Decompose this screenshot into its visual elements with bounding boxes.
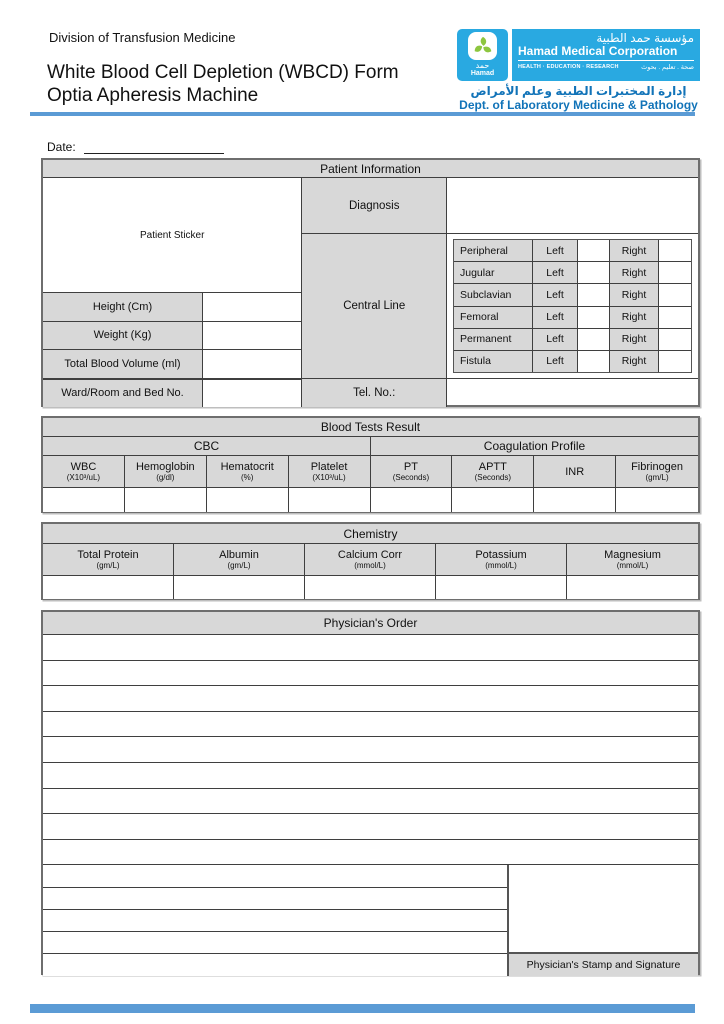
diagnosis-input[interactable] <box>447 178 698 234</box>
org-name-arabic: مؤسسة حمد الطبية <box>596 31 694 45</box>
leaf-emblem-icon <box>468 32 497 60</box>
central-line-row <box>454 240 691 262</box>
left-checkbox-cell[interactable] <box>578 351 610 372</box>
org-name-english: Hamad Medical Corporation <box>518 44 678 58</box>
left-checkbox-cell[interactable] <box>578 284 610 305</box>
blood-test-column-header <box>125 456 207 488</box>
analyte-unit: (mmol/L) <box>616 561 649 570</box>
form-title <box>47 61 399 107</box>
patient-information-section <box>41 158 700 407</box>
analyte-name: Hemoglobin <box>135 461 195 473</box>
chemistry-header: Chemistry <box>43 524 698 544</box>
right-checkbox-cell[interactable] <box>659 262 691 283</box>
analyte-name: PT <box>403 461 418 473</box>
analyte-unit: (Seconds) <box>474 473 512 482</box>
analyte-unit: (g/dl) <box>156 473 175 482</box>
order-line-short[interactable] <box>43 932 507 954</box>
dept-name-english: Dept. of Laboratory Medicine & Pathology <box>459 98 698 112</box>
blood-test-column-header <box>43 456 125 488</box>
order-lines-short-group <box>43 865 507 954</box>
blood-test-column-header <box>207 456 289 488</box>
blood-tests-value-row <box>43 488 698 512</box>
chemistry-value-cell[interactable] <box>305 576 436 599</box>
analyte-name: Platelet <box>310 461 348 473</box>
order-line-short[interactable] <box>43 954 507 976</box>
blood-tests-section <box>41 416 700 513</box>
order-line-short[interactable] <box>43 910 507 932</box>
order-line[interactable] <box>43 686 698 712</box>
analyte-unit: (X10³/uL) <box>312 473 346 482</box>
date-row <box>47 140 224 154</box>
left-label: Left <box>533 284 578 305</box>
left-checkbox-cell[interactable] <box>578 262 610 283</box>
analyte-name: Calcium Corr <box>337 549 403 561</box>
cbc-group-header: CBC <box>43 437 371 455</box>
analyte-unit: (gm/L) <box>645 473 669 482</box>
analyte-name: Hematocrit <box>220 461 274 473</box>
central-line-site-label: Subclavian <box>454 284 533 305</box>
left-label: Left <box>533 307 578 328</box>
order-lines-short <box>43 865 507 976</box>
hamad-arabic-label: حمد <box>475 61 490 70</box>
central-line-row <box>454 329 691 351</box>
physician-order-header: Physician's Order <box>43 612 698 635</box>
analyte-unit: (X10³/uL) <box>66 473 101 482</box>
analyte-unit: (%) <box>240 473 254 482</box>
order-line[interactable] <box>43 763 698 789</box>
analyte-name: Fibrinogen <box>631 461 684 473</box>
diagnosis-label: Diagnosis <box>302 178 446 234</box>
chemistry-value-row <box>43 576 698 599</box>
blood-test-value-cell[interactable] <box>371 488 453 512</box>
left-checkbox-cell[interactable] <box>578 307 610 328</box>
patient-sticker-label: Patient Sticker <box>139 229 205 241</box>
left-label: Left <box>533 329 578 350</box>
central-line-label: Central Line <box>302 234 446 379</box>
footer-rule <box>30 1004 695 1013</box>
stamp-label: Physician's Stamp and Signature <box>509 954 698 976</box>
central-line-row <box>454 351 691 372</box>
left-label: Left <box>533 240 578 261</box>
chemistry-section <box>41 522 700 600</box>
patient-field-input[interactable] <box>203 350 301 378</box>
chemistry-value-cell[interactable] <box>174 576 305 599</box>
left-label: Left <box>533 351 578 372</box>
left-label: Left <box>533 262 578 283</box>
patient-information-header: Patient Information <box>43 160 698 178</box>
left-checkbox-cell[interactable] <box>578 329 610 350</box>
patient-field-label: Weight (Kg) <box>43 322 203 350</box>
dept-name-arabic: إدارة المختبرات الطبية وعلم الأمراض <box>470 84 687 98</box>
blood-test-value-cell[interactable] <box>289 488 371 512</box>
blood-test-value-cell[interactable] <box>534 488 616 512</box>
analyte-unit: (mmol/L) <box>354 561 386 570</box>
order-lines <box>43 635 698 865</box>
patient-field-row <box>43 350 301 379</box>
patient-field-row <box>43 322 301 351</box>
central-line-row <box>454 284 691 306</box>
chemistry-column-header <box>305 544 436 576</box>
order-line[interactable] <box>43 840 698 866</box>
left-checkbox-cell[interactable] <box>578 240 610 261</box>
analyte-name: INR <box>565 465 585 478</box>
tel-input[interactable] <box>447 379 698 407</box>
stamp-area[interactable] <box>509 865 698 954</box>
order-line-short[interactable] <box>43 865 507 887</box>
blood-test-column-header <box>371 456 453 488</box>
patient-fields <box>43 293 301 407</box>
patient-field-row <box>43 379 301 408</box>
analyte-name: Potassium <box>475 549 527 561</box>
tel-label: Tel. No.: <box>302 379 446 407</box>
central-line-table <box>453 239 692 373</box>
right-label: Right <box>610 329 659 350</box>
central-line-site-label: Permanent <box>454 329 533 350</box>
blood-tests-column-headers <box>43 456 698 488</box>
patient-field-input[interactable] <box>203 293 301 321</box>
central-line-row <box>454 262 691 284</box>
blood-tests-header: Blood Tests Result <box>43 418 698 437</box>
right-checkbox-cell[interactable] <box>659 351 691 372</box>
chemistry-column-header <box>567 544 698 576</box>
central-line-site-label: Jugular <box>454 262 533 283</box>
hmc-logo-text <box>512 29 700 81</box>
right-label: Right <box>610 307 659 328</box>
blood-test-column-header <box>289 456 371 488</box>
order-line[interactable] <box>43 712 698 738</box>
chemistry-value-cell[interactable] <box>43 576 174 599</box>
division-title: Division of Transfusion Medicine <box>49 30 236 45</box>
header-divider-rule <box>30 112 695 116</box>
analyte-name: WBC <box>70 461 97 473</box>
blood-test-value-cell[interactable] <box>616 488 698 512</box>
blood-test-column-header <box>534 456 616 488</box>
analyte-name: Albumin <box>219 549 259 561</box>
chemistry-column-header <box>436 544 567 576</box>
analyte-unit: (Seconds) <box>392 473 430 482</box>
date-label: Date: <box>47 140 76 154</box>
patient-field-label: Total Blood Volume (ml) <box>43 350 203 378</box>
patient-field-row <box>43 293 301 322</box>
patient-sticker-area[interactable] <box>43 178 301 293</box>
chemistry-value-cell[interactable] <box>567 576 698 599</box>
tagline-arabic: صحة . تعليم . بحوث <box>641 64 694 71</box>
central-line-site-label: Peripheral <box>454 240 533 261</box>
chemistry-column-header <box>174 544 305 576</box>
right-label: Right <box>610 240 659 261</box>
central-line-site-label: Femoral <box>454 307 533 328</box>
patient-field-input[interactable] <box>203 380 301 408</box>
chemistry-column-headers <box>43 544 698 576</box>
blood-test-value-cell[interactable] <box>43 488 125 512</box>
patient-field-label: Height (Cm) <box>43 293 203 321</box>
analyte-unit: (mmol/L) <box>485 561 517 570</box>
order-line[interactable] <box>43 661 698 687</box>
analyte-unit: (gm/L) <box>96 561 120 570</box>
order-line[interactable] <box>43 814 698 840</box>
analyte-unit: (gm/L) <box>227 561 251 570</box>
analyte-name: Total Protein <box>77 549 139 561</box>
chemistry-column-header <box>43 544 174 576</box>
coagulation-group-header: Coagulation Profile <box>371 437 698 455</box>
right-checkbox-cell[interactable] <box>659 240 691 261</box>
hamad-english-label: Hamad <box>470 70 495 77</box>
blood-test-value-cell[interactable] <box>125 488 207 512</box>
chemistry-value-cell[interactable] <box>436 576 567 599</box>
central-line-grid-wrap <box>447 234 698 379</box>
blood-test-column-header <box>616 456 698 488</box>
hmc-logo-mark <box>457 29 508 81</box>
date-input[interactable] <box>84 141 224 154</box>
right-label: Right <box>610 262 659 283</box>
blood-test-value-cell[interactable] <box>207 488 289 512</box>
order-line-short[interactable] <box>43 888 507 910</box>
form-title-line1: White Blood Cell Depletion (WBCD) Form <box>47 62 399 83</box>
central-line-site-label: Fistula <box>454 351 533 372</box>
right-label: Right <box>610 351 659 372</box>
blood-test-value-cell[interactable] <box>452 488 534 512</box>
order-line[interactable] <box>43 635 698 661</box>
analyte-name: APTT <box>478 461 507 473</box>
physician-order-section <box>41 610 700 975</box>
central-line-row <box>454 307 691 329</box>
order-line[interactable] <box>43 737 698 763</box>
patient-field-label: Ward/Room and Bed No. <box>43 380 203 408</box>
right-label: Right <box>610 284 659 305</box>
blood-test-column-header <box>452 456 534 488</box>
tagline-english: HEALTH · EDUCATION · RESEARCH <box>518 64 619 70</box>
analyte-name: Magnesium <box>604 549 661 561</box>
patient-field-input[interactable] <box>203 322 301 350</box>
right-checkbox-cell[interactable] <box>659 307 691 328</box>
hmc-logo-block <box>457 29 700 112</box>
right-checkbox-cell[interactable] <box>659 284 691 305</box>
form-title-line2: Optia Apheresis Machine <box>47 85 259 106</box>
order-line[interactable] <box>43 789 698 815</box>
right-checkbox-cell[interactable] <box>659 329 691 350</box>
